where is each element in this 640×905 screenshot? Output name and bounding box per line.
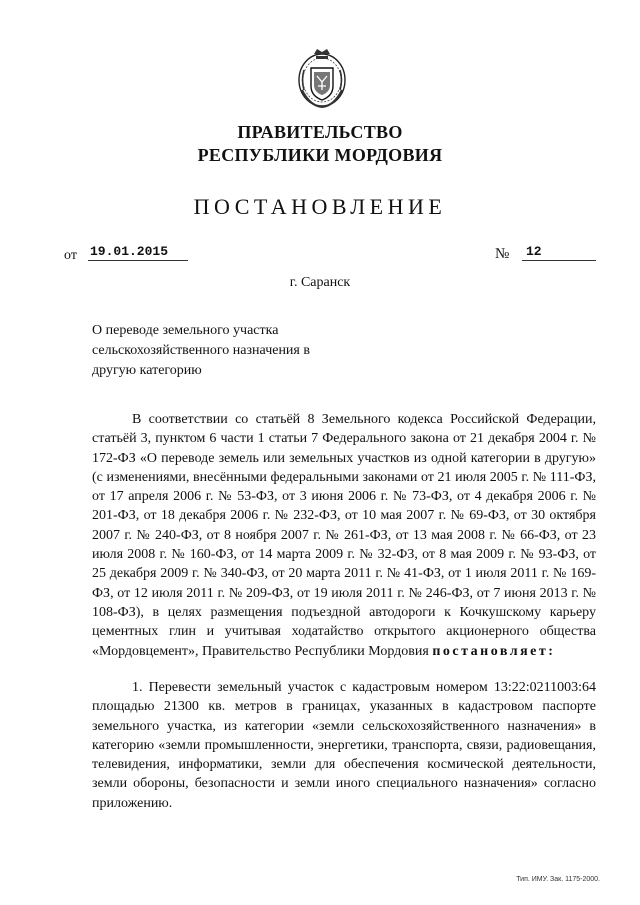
subject-line: другую категорию [92,363,202,378]
print-mark: Тип. ИМУ. Зак. 1175-2000. [516,876,600,883]
subject-line: сельскохозяйственного назначения в [92,343,310,358]
document-subject [92,321,362,381]
city-label: г. Саранск [289,275,351,290]
preamble-paragraph [92,410,596,661]
date-prefix: от [64,248,77,263]
document-number: 12 [522,244,596,261]
clause-1-paragraph: 1. Перевести земельный участок с кадастровым номером 13:22:0211003:64 площадью 21300 кв. метров в границах, указанных в кадастровом паспорте земельного участка, из категории «земли сельскохозяйственного назначения» в категорию «земли промышленности, энергетики, транспорта, связи, радиовещания, телевидения, информатики, земли для обеспечения космической деятельности, земли обороны, безопасности и земли иного специального назначения» согласно приложению. [92,680,596,811]
government-title-line1: ПРАВИТЕЛЬСТВО [237,122,403,142]
document-type-title: ПОСТАНОВЛЕНИЕ [193,194,447,219]
preamble-text: В соответствии со статьёй 8 Земельного кодекса Российской Федерации, статьёй 3, пунктом 6 части 1 статьи 7 Федерального закона от 21 декабря 2004 г. № 172-ФЗ «О переводе земель или земельных участков из одной категории в другую» (с изменениями, внесёнными федеральными законами от 21 июля 2005 г. № 111-ФЗ, от 17 апреля 2006 г. № 53-ФЗ, от 3 июня 2006 г. № 73-ФЗ, от 4 декабря 2006 г. № 201-ФЗ, от 18 декабря 2006 г. № 232-ФЗ, от 10 мая 2007 г. № 69-ФЗ, от 30 октября 2007 г. № 240-ФЗ, от 8 ноября 2007 г. № 261-ФЗ, от 13 мая 2008 г. № 66-ФЗ, от 23 июля 2008 г. № 160-ФЗ, от 14 марта 2009 г. № 32-ФЗ, от 8 мая 2009 г. № 93-ФЗ, от 25 декабря 2009 г. № 340-ФЗ, от 20 марта 2011 г. № 41-ФЗ, от 1 июля 2011 г. № 169-ФЗ, от 12 июля 2011 г. № 209-ФЗ, от 19 июля 2011 г. № 246-ФЗ, от 7 июня 2013 г. № 108-ФЗ), в целях размещения подъездной автодороги к Кочкушскому карьеру цементных глин и учитывая ходатайство открытого акционерного общества «Мордовцемент», Правительство Республики Мордовия [92,412,596,659]
document-date: 19.01.2015 [88,244,188,261]
resolution-keyword: постановляет: [432,643,556,659]
coat-of-arms-icon [296,46,348,112]
subject-line: О переводе земельного участка [92,323,279,338]
number-prefix: № [495,246,510,262]
government-title-line2: РЕСПУБЛИКИ МОРДОВИЯ [197,145,443,165]
